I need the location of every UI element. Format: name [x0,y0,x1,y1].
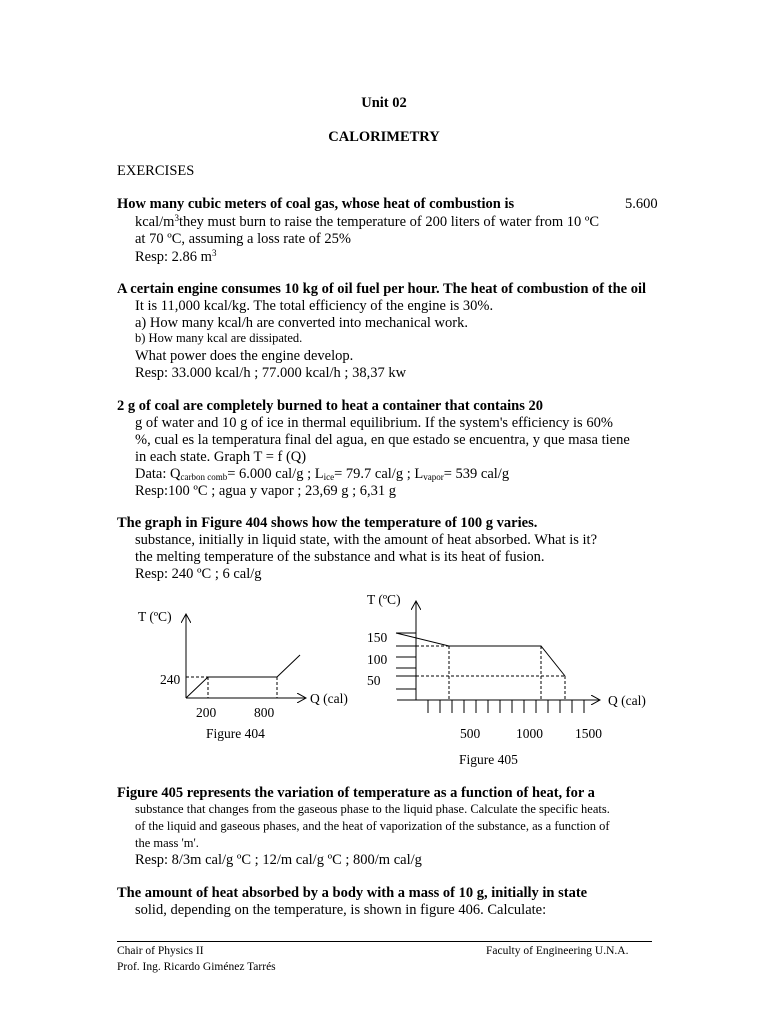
fig404-x-tick-200: 200 [196,705,217,720]
exercise-6-question: The amount of heat absorbed by a body with a mass of 10 g, initially in state [117,885,588,901]
exercise-4-line-1: substance, initially in liquid state, with the amount of heat absorbed. What is it? [135,532,598,548]
footer-faculty: Faculty of Engineering U.N.A. [486,945,629,957]
fig405-x-tick-1000: 1000 [516,726,543,741]
exercise-3-answer: Resp:100 ºC ; agua y vapor ; 23,69 g ; 6,31 g [135,483,397,499]
fig405-y-tick-100: 100 [367,652,388,667]
fig405-x-tick-500: 500 [460,726,481,741]
exercise-1-question: How many cubic meters of coal gas, whose heat of combustion is [117,196,515,212]
exercise-4-question: The graph in Figure 404 shows how the temperature of 100 g varies. [117,515,538,531]
exercise-1-line-1: kcal/$m^3they$ must burn to raise the temperature of 200 liters of water from 10 ºC [135,213,600,230]
fig405-y-tick-150: 150 [367,630,388,645]
exercise-2-line-2: a) How many kcal/h are converted into mechanical work. [135,315,468,331]
exercise-5-line-3: the mass 'm'. [135,836,199,850]
fig404-y-tick: 240 [160,672,181,687]
exercise-2-answer: Resp: 33.000 kcal/h ; 77.000 kcal/h ; 38,37 kw [135,365,407,381]
exercise-2-line-1: It is 11,000 kcal/kg. The total efficiency of the engine is 30%. [135,298,494,314]
exercise-6-line-1: solid, depending on the temperature, is shown in figure 406. Calculate: [135,902,547,918]
fig405-y-tick-50: 50 [367,673,381,688]
fig405-caption: Figure 405 [459,752,518,767]
exercise-1-line-2: at 70 ºC, assuming a loss rate of 25% [135,231,351,247]
footer-divider [117,941,652,942]
exercise-3-question: 2 g of coal are completely burned to heat a container that contains 20 [117,398,543,414]
unit-heading: Unit 02 [361,95,407,111]
fig405-y-tick-marks [396,633,416,689]
footer-chair: Chair of Physics II [117,945,204,957]
exercise-3-data: Data: $Q_{carbon comb}= 6.000$ cal/g ; $L_{ice}= 79.7$ cal/g ; $L_{vapor}= 539$ cal/g [135,466,510,482]
exercise-5-line-2: of the liquid and gaseous phases, and the heat of vaporization of the substance, as a function of [135,819,610,833]
page-title: CALORIMETRY [328,129,440,145]
exercise-4-line-2: the melting temperature of the substance and what is its heat of fusion. [135,549,545,565]
section-heading: EXERCISES [117,163,195,179]
exercise-2-question: A certain engine consumes 10 kg of oil fuel per hour. The heat of combustion of the oil [117,281,646,297]
fig405-x-tick-1500: 1500 [575,726,602,741]
fig404-x-label: Q (cal) [310,691,348,706]
fig404-x-tick-800: 800 [254,705,275,720]
exercise-2-line-3: b) How many kcal are dissipated. [135,331,303,345]
exercise-3-line-1: g of water and 10 g of ice in thermal equilibrium. If the system's efficiency is 60% [135,415,613,431]
fig405-curve [396,633,565,676]
exercise-5-question: Figure 405 represents the variation of temperature as a function of heat, for a [117,785,595,801]
exercise-3-line-3: in each state. Graph T = f (Q) [135,449,307,465]
fig404-caption: Figure 404 [206,726,265,741]
footer-professor: Prof. Ing. Ricardo Giménez Tarrés [117,961,276,973]
exercise-5-answer: Resp: 8/3m cal/g ºC ; 12/m cal/g ºC ; 800/m cal/g [135,852,422,868]
exercise-3-line-2: %, cual es la temperatura final del agua, en que estado se encuentra, y que masa tiene [135,432,630,448]
fig405-x-label: Q (cal) [608,693,646,708]
fig405-x-tick-marks [428,700,584,713]
exercise-4-answer: Resp: 240 ºC ; 6 cal/g [135,566,262,582]
figure-405 [0,585,768,775]
exercise-5-line-1: substance that changes from the gaseous phase to the liquid phase. Calculate the specific heats. [135,802,610,816]
fig405-y-label: T (ºC) [367,592,401,607]
fig404-y-label: T (ºC) [138,609,172,624]
exercise-1-answer: Resp: 2.86 $m^3$ [135,248,217,265]
exercise-2-line-4: What power does the engine develop. [135,348,354,364]
exercise-1-value: 5.600 [625,196,658,212]
